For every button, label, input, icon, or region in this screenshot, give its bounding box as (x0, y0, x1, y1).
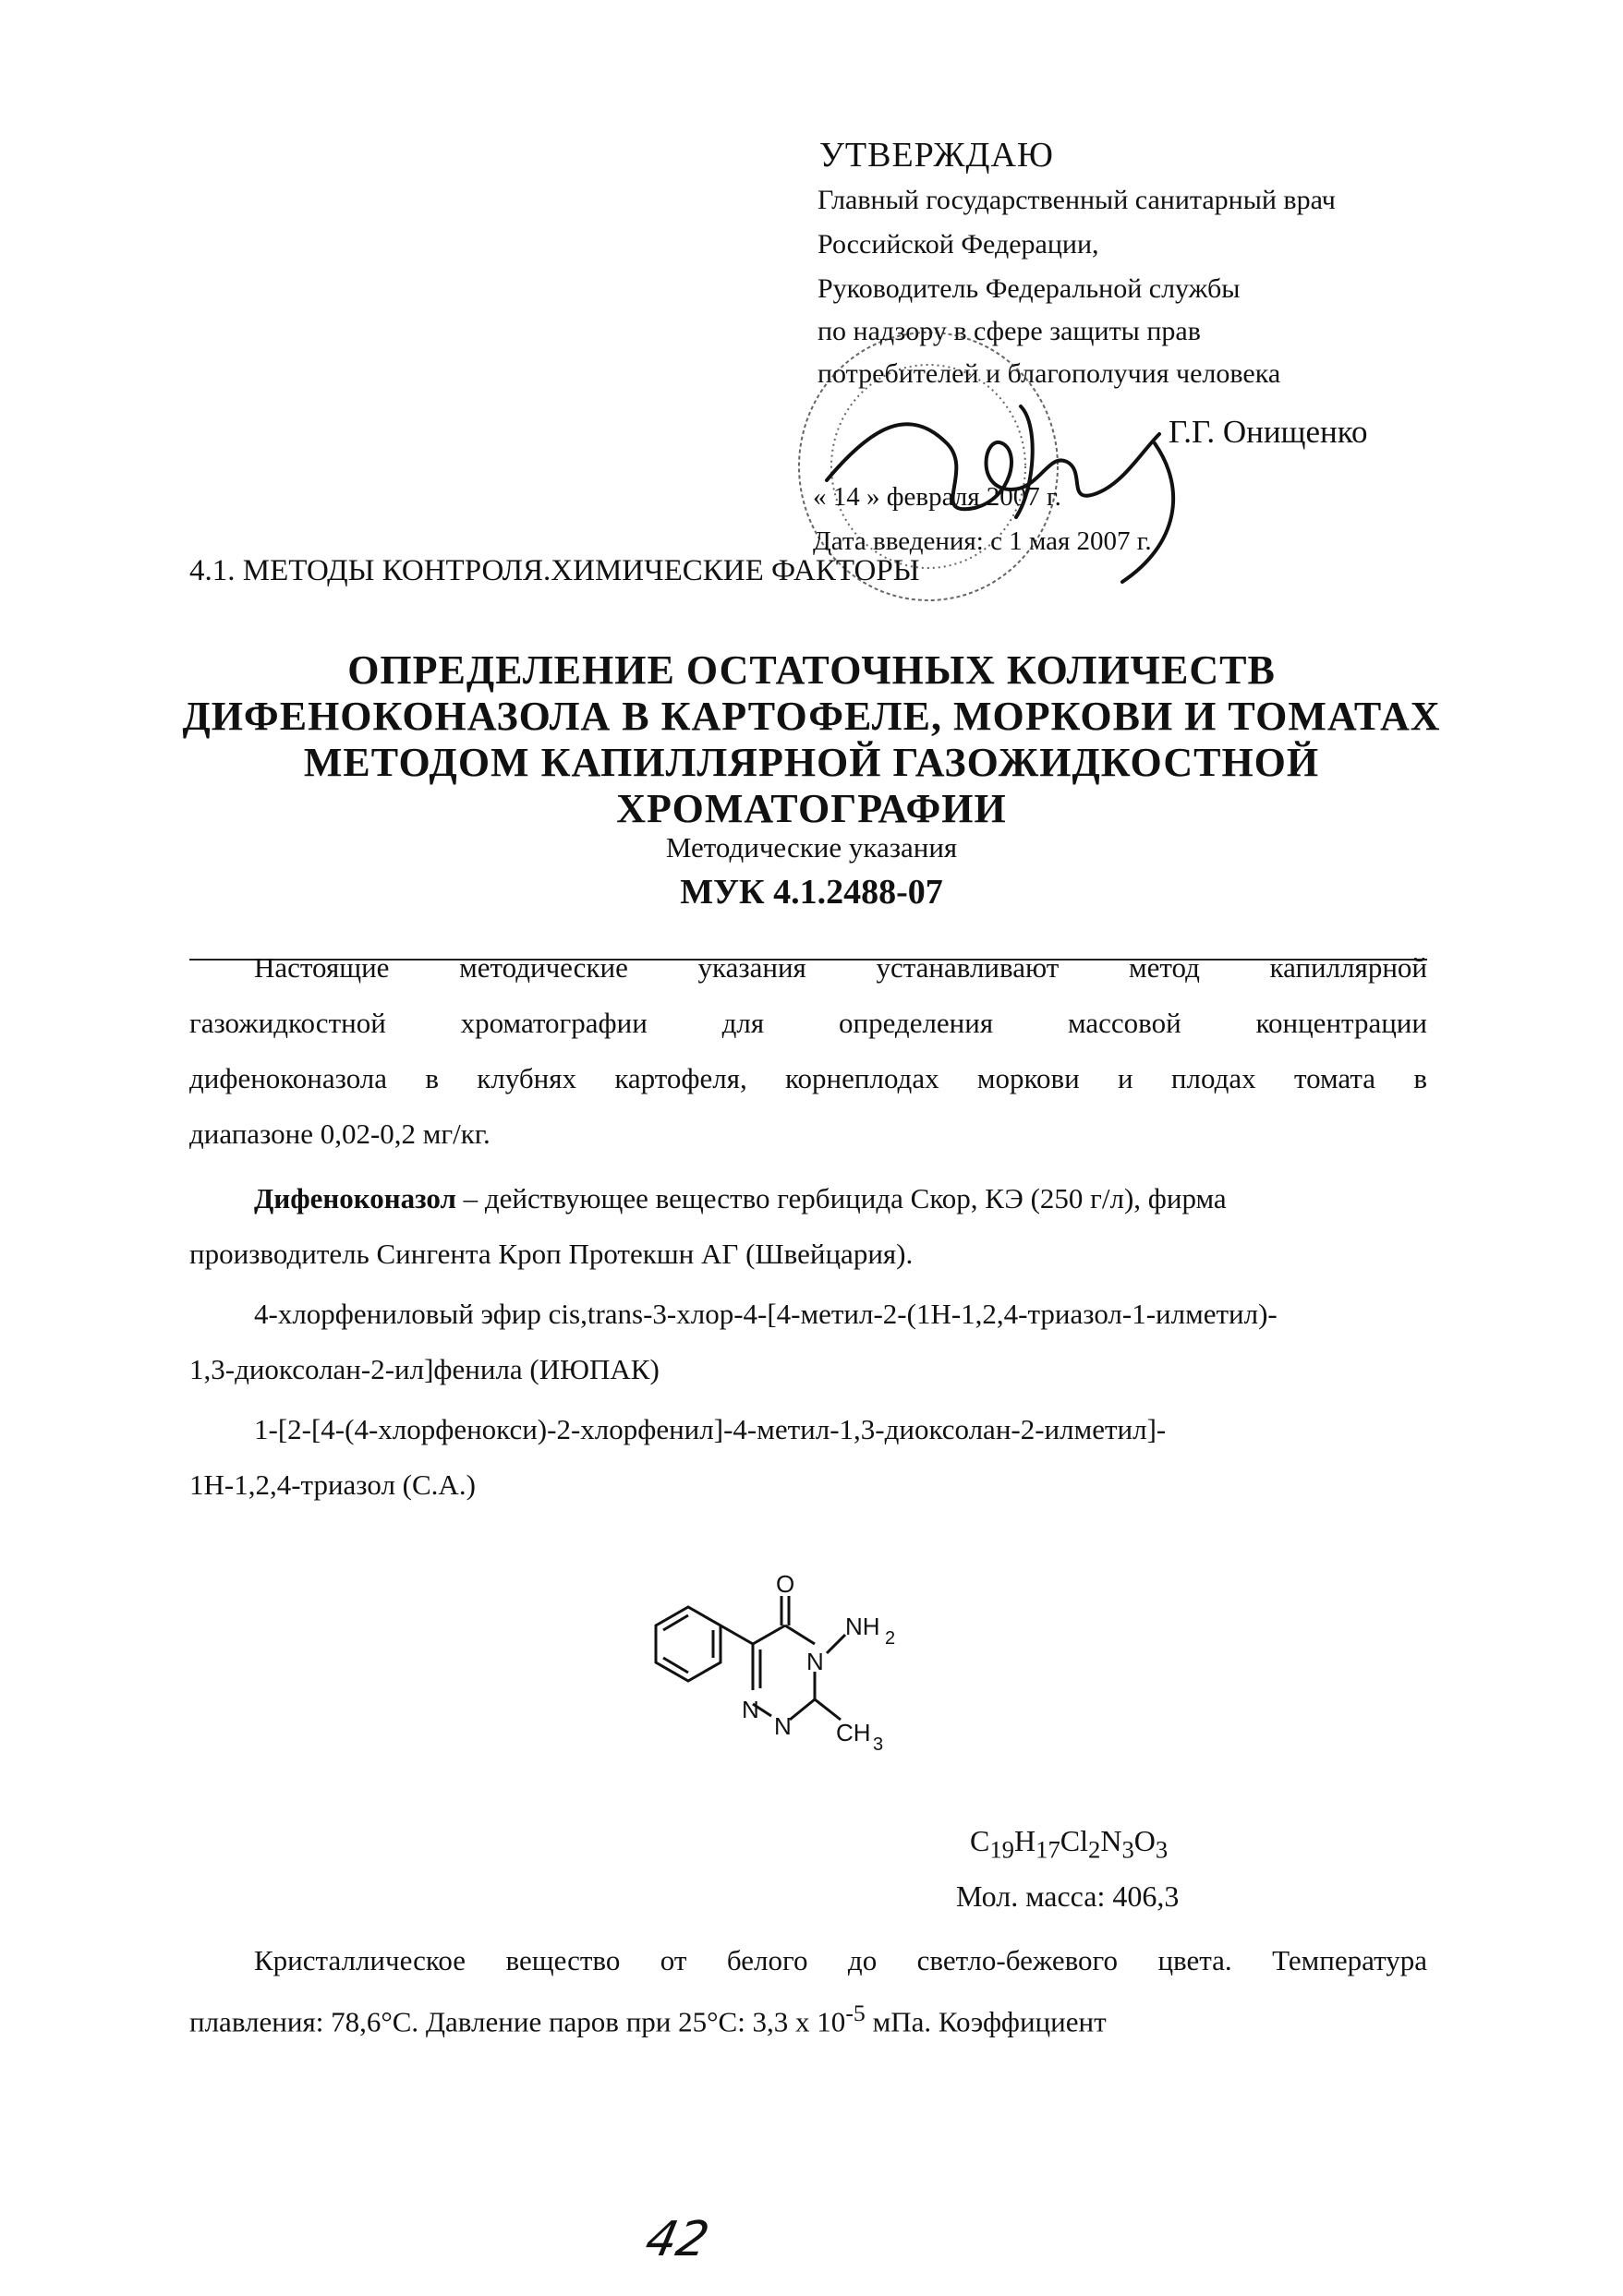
ca-name-line: 1-[2-[4-(4-хлорфенокси)-2-хлорфенил]-4-метил-1,3-диоксолан-2-илметил]- (254, 1413, 1167, 1445)
structural-formula (637, 1561, 988, 1801)
paragraph-line: диапазоне 0,02-0,2 мг/кг. (189, 1118, 491, 1150)
approval-line: по надзору в сфере защиты прав (818, 316, 1201, 346)
molecular-mass: Мол. масса: 406,3 (956, 1879, 1180, 1913)
paragraph-line: дифеноконазола в клубнях картофеля, корнеплодах моркови и плодах томата в (189, 1062, 1427, 1094)
atom-label: 3 (873, 1734, 884, 1755)
atom-label: N (774, 1712, 792, 1740)
document-title-line: ОПРЕДЕЛЕНИЕ ОСТАТОЧНЫХ КОЛИЧЕСТВ (347, 647, 1276, 693)
formula-count: 3 (1121, 1835, 1134, 1864)
approval-line: Российской Федерации, (818, 229, 1099, 260)
introduction-date: Дата введения: с 1 мая 2007 г. (813, 526, 1152, 556)
paragraph-line (189, 1182, 1427, 1215)
document-title-line: ДИФЕНОКОНАЗОЛА В КАРТОФЕЛЕ, МОРКОВИ И ТОМАТАХ (182, 694, 1441, 739)
molecular-formula (970, 1824, 1168, 1864)
paragraph-text: – действующее вещество гербицида Скор, КЭ (250 г/л), фирма (455, 1182, 1227, 1214)
atom-label: NH (845, 1613, 880, 1640)
exponent: -5 (845, 2000, 866, 2026)
page-number: 42 (640, 2212, 714, 2267)
document-subtitle: Методические указания (665, 831, 958, 864)
document-code: МУК 4.1.2488-07 (680, 873, 943, 912)
formula-element: C (970, 1824, 990, 1857)
formula-element: Cl (1060, 1824, 1088, 1857)
atom-label: N (806, 1648, 824, 1675)
approval-line: Руководитель Федеральной службы (818, 273, 1241, 304)
paragraph-line (189, 2000, 1427, 2038)
paragraph-line: Настоящие методические указания устанавливают метод капиллярной (254, 951, 1427, 984)
approver-name: Г.Г. Онищенко (1169, 414, 1368, 450)
formula-count: 3 (1155, 1835, 1169, 1864)
formula-element: N (1100, 1824, 1122, 1857)
paragraph-text: мПа. Коэффициент (865, 2005, 1107, 2038)
approval-heading: УТВЕРЖДАЮ (819, 136, 1054, 175)
approval-line: потребителей и благополучия человека (818, 358, 1281, 389)
active-substance-name: Дифеноконазол (254, 1182, 456, 1214)
atom-label: 2 (885, 1628, 896, 1649)
paragraph-line: газожидкостной хроматографии для определения массовой концентрации (189, 1007, 1427, 1039)
approval-date: « 14 » февраля 2007 г. (813, 482, 1061, 512)
paragraph-line: Кристаллическое вещество от белого до светло-бежевого цвета. Температура (254, 1944, 1427, 1976)
iupac-name-line: 1,3-диоксолан-2-ил]фенила (ИЮПАК) (189, 1353, 660, 1385)
section-heading: 4.1. МЕТОДЫ КОНТРОЛЯ.ХИМИЧЕСКИЕ ФАКТОРЫ (189, 554, 920, 587)
paragraph-line: производитель Сингента Кроп Протекшн АГ (Швейцария). (189, 1238, 914, 1270)
formula-count: 19 (989, 1835, 1014, 1864)
formula-element: H (1014, 1824, 1036, 1857)
atom-label: CH (836, 1719, 871, 1746)
ca-name-line: 1H-1,2,4-триазол (С.А.) (189, 1468, 476, 1501)
atom-label: N (742, 1696, 759, 1723)
document-title-line: МЕТОДОМ КАПИЛЛЯРНОЙ ГАЗОЖИДКОСТНОЙ (303, 740, 1320, 785)
iupac-name-line: 4-хлорфениловый эфир cis,trans-3-хлор-4-[4-метил-2-(1H-1,2,4-триазол-1-илметил)- (254, 1298, 1278, 1330)
formula-element: O (1133, 1824, 1156, 1857)
approval-line: Главный государственный санитарный врач (818, 185, 1336, 215)
formula-count: 17 (1036, 1835, 1060, 1864)
formula-count: 2 (1088, 1835, 1101, 1864)
atom-label: O (776, 1570, 795, 1598)
document-title-line: ХРОМАТОГРАФИИ (616, 786, 1007, 831)
paragraph-text: плавления: 78,6°С. Давление паров при 25°С: 3,3 х 10 (189, 2005, 846, 2038)
